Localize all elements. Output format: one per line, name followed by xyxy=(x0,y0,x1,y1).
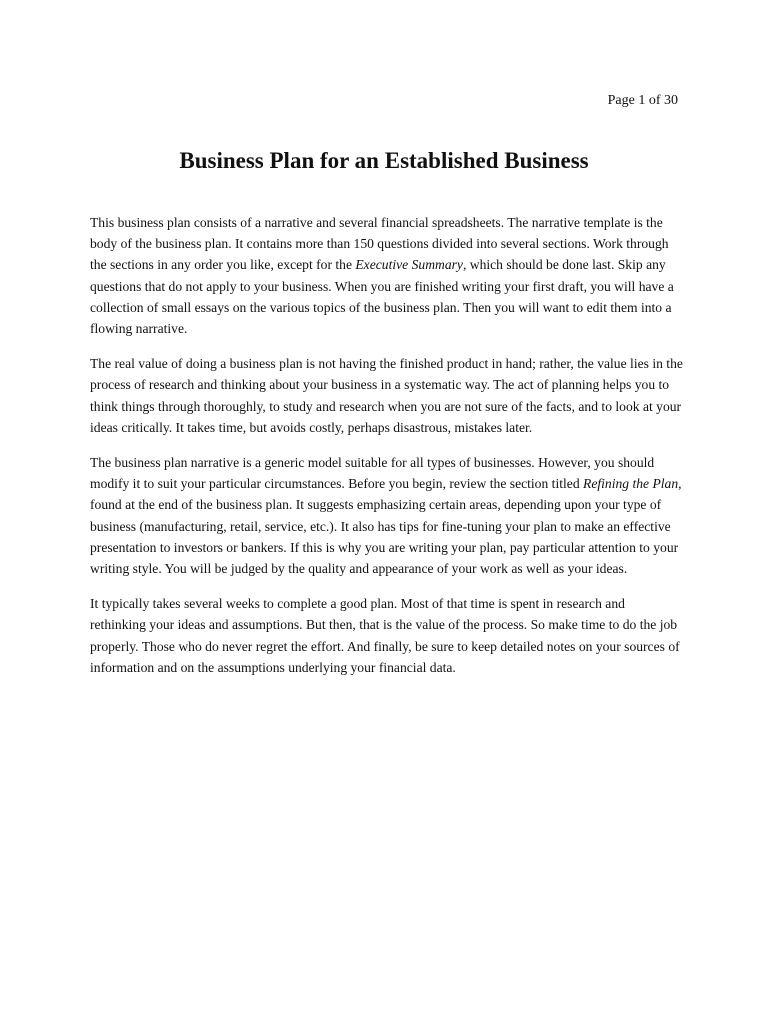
page-number: Page 1 of 30 xyxy=(607,93,678,108)
document-title: Business Plan for an Established Business xyxy=(179,148,589,173)
document-body xyxy=(90,212,683,692)
paragraph-value: The real value of doing a business plan is not having the finished product in hand; rather, the value lies in the process of research and thinking about your business in a systematic way. The act of planning helps you to think things through thoroughly, to study and research when you are not sure of the facts, and to look at your ideas critically. It takes time, but avoids costly, perhaps disastrous, mistakes later. xyxy=(90,356,683,435)
paragraph-narrative-model xyxy=(90,452,683,579)
paragraph-text: , found at the end of the business plan. It suggests emphasizing certain areas, depending upon your type of business (manufacturing, retail, service, etc.). It also has tips for fine-tuning your plan to make an effective presentation to investors or bankers. If this is why you are writing your plan, pay particular attention to your writing style. You will be judged by the quality and appearance of your work as well as your ideas. xyxy=(90,476,682,577)
emphasis-refining-the-plan: Refining the Plan xyxy=(583,476,679,492)
paragraph-text: The business plan narrative is a generic model suitable for all types of businesses. However, you should modify it to suit your particular circumstances. Before you begin, review the section titled xyxy=(90,455,655,492)
paragraph-text: This business plan consists of a narrative and several financial spreadsheets. The narrative template is the body of the business plan. It contains more than 150 questions divided into several sections. Work through the sections in any order you like, except for the xyxy=(90,215,669,273)
paragraph-timeline: It typically takes several weeks to complete a good plan. Most of that time is spent in research and rethinking your ideas and assumptions. But then, that is the value of the process. So make time to do the job properly. Those who do never regret the effort. And finally, be sure to keep detailed notes on your sources of information and on the assumptions underlying your financial data. xyxy=(90,596,680,675)
emphasis-executive-summary: Executive Summary xyxy=(355,257,463,273)
paragraph-text: , which should be done last. Skip any questions that do not apply to your business. When you are finished writing your first draft, you will have a collection of small essays on the various topics of the business plan. Then you will want to edit them into a flowing narrative. xyxy=(90,257,674,337)
paragraph-intro xyxy=(90,212,683,339)
